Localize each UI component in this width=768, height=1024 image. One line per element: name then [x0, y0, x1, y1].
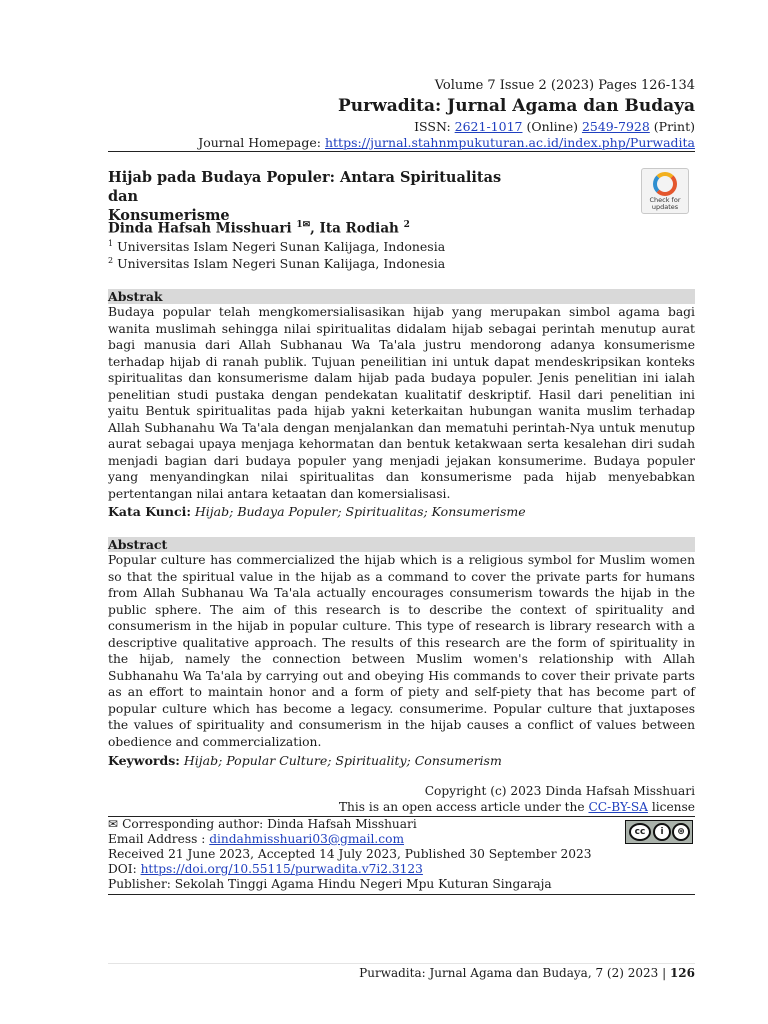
homepage-link[interactable]: https://jurnal.stahnmpukuturan.ac.id/index.php/Purwadita — [324, 135, 695, 150]
author-2: , Ita Rodiah — [310, 220, 404, 237]
journal-name: Purwadita: Jurnal Agama dan Budaya — [338, 96, 695, 116]
footer-separator: | — [662, 966, 670, 980]
open-access-line — [108, 800, 695, 814]
homepage-label: Journal Homepage: — [198, 135, 325, 150]
issn-online-suffix: (Online) — [522, 119, 582, 134]
check-for-updates-badge[interactable] — [641, 168, 689, 214]
affiliation — [108, 239, 445, 254]
correspondence-rule — [108, 894, 695, 895]
affiliation-sup: 2 — [108, 256, 114, 265]
issn-label: ISSN: — [414, 119, 455, 134]
affiliation — [108, 256, 445, 271]
keywords-label: Keywords: — [108, 753, 180, 768]
check-for-updates-label: Check for updates — [649, 196, 681, 211]
title-line-2: Konsumerisme — [108, 207, 230, 224]
dates-line: Received 21 June 2023, Accepted 14 July 2023, Published 30 September 2023 — [108, 847, 592, 861]
abstrak-heading: Abstrak — [108, 289, 695, 304]
open-access-pre: This is an open access article under the — [338, 800, 589, 814]
page-number: 126 — [669, 966, 695, 980]
issn-print-suffix: (Print) — [649, 119, 695, 134]
affiliation-text: Universitas Islam Negeri Sunan Kalijaga, Indonesia — [113, 239, 446, 255]
open-access-post: license — [647, 800, 695, 814]
issn-line — [108, 119, 695, 134]
affiliation-sup: 1 — [108, 239, 114, 248]
header-rule — [108, 151, 695, 152]
homepage-line — [108, 135, 695, 150]
author-1-sup: 1✉ — [296, 220, 311, 230]
copyright-line: Copyright (c) 2023 Dinda Hafsah Misshuari — [424, 784, 695, 798]
abstract-keywords — [108, 753, 502, 768]
title-line-1: Hijab pada Budaya Populer: Antara Spiritualitas dan — [108, 169, 502, 205]
issn-print-link[interactable]: 2549-7928 — [581, 119, 650, 134]
sa-icon: ⊛ — [672, 823, 690, 841]
author-list — [108, 220, 410, 237]
keywords-values: Hijab; Budaya Populer; Spiritualitas; Konsumerisme — [190, 504, 526, 519]
by-icon: i — [653, 823, 671, 841]
crossmark-icon — [653, 172, 677, 196]
affiliation-text: Universitas Islam Negeri Sunan Kalijaga, Indonesia — [113, 256, 446, 272]
email-line — [108, 832, 404, 848]
keywords-label: Kata Kunci: — [108, 504, 191, 519]
doi-link[interactable]: https://doi.org/10.55115/purwadita.v7i2.3123 — [140, 862, 423, 876]
email-link[interactable]: dindahmisshuari03@gmail.com — [209, 832, 405, 846]
cc-by-sa-badge[interactable] — [625, 820, 693, 844]
footer-rule — [108, 963, 695, 964]
article-title — [108, 168, 528, 225]
author-1: Dinda Hafsah Misshuari — [108, 220, 297, 237]
author-2-sup: 2 — [403, 220, 410, 230]
abstract-heading: Abstract — [108, 537, 695, 552]
license-link[interactable]: CC-BY-SA — [588, 800, 648, 814]
abstrak-keywords — [108, 504, 526, 519]
issn-online-link[interactable]: 2621-1017 — [454, 119, 523, 134]
corresponding-author: ✉ Corresponding author: Dinda Hafsah Misshuari — [108, 817, 417, 831]
footer-journal: Purwadita: Jurnal Agama dan Budaya, 7 (2) 2023 — [359, 966, 663, 980]
email-label: Email Address : — [108, 832, 210, 846]
doi-line — [108, 862, 423, 878]
cc-icon: cc — [629, 823, 651, 841]
publisher-line: Publisher: Sekolah Tinggi Agama Hindu Negeri Mpu Kuturan Singaraja — [108, 877, 552, 891]
page-footer — [108, 966, 695, 980]
abstrak-body: Budaya popular telah mengkomersialisasikan hijab yang merupakan simbol agama bagi wanita muslimah sehingga nilai spiritualitas didalam hijab sebagai perintah menutup aurat bagi manusia dari Allah Subhanau Wa Ta'ala justru mendorong adanya konsumerisme terhadap hijab di ranah publik. Tujuan peneilitian ini untuk dapat mendeskripsikan konteks spiritualitas dan konsumerisme dalam hijab pada budaya populer. Jenis penelitian ini ialah penelitian studi pustaka dengan pendekatan kualitatif deskriptif. Hasil dari penelitian ini yaitu Bentuk spiritualitas pada hijab yakni keterkaitan hubungan wanita muslim terhadap Allah Subhanahu Wa Ta'ala dengan menjalankan dan mematuhi perintah-Nya untuk menutup aurat sebagai upaya menjaga kehormatan dan bentuk ketakwaan serta kesalehan diri sudah menjadi bagian dari budaya populer yang menjadi jejakan konsumerime. Budaya populer yang menyandingkan nilai spiritualitas dan konsumerisme pada hijab menyebabkan pertentangan nilai antara ketaatan dan komersialisasi. — [108, 305, 695, 501]
abstract-body: Popular culture has commercialized the hijab which is a religious symbol for Muslim women so that the spiritual value in the hijab as a command to cover the private parts for humans from Allah Subhanau Wa Ta'ala actually encourages consumerism towards the hijab in the public sphere. The aim of this research is to describe the context of spirituality and consumerism in the hijab in popular culture. This type of research is library research with a descriptive qualitative approach. The results of this research are the form of spirituality in the hijab, namely the connection between Muslim women's relationship with Allah Subhanahu Wa Ta'ala by carrying out and obeying His commands to cover their private parts as an effort to maintain honor and a form of piety and self-piety that has become part of popular culture which has become a legacy. consumerime. Popular culture that juxtaposes the values of spirituality and consumerism in the hijab causes a conflict of values between obedience and commercialization. — [108, 553, 695, 749]
doi-label: DOI: — [108, 862, 141, 876]
volume-line: Volume 7 Issue 2 (2023) Pages 126-134 — [434, 78, 695, 93]
keywords-values: Hijab; Popular Culture; Spirituality; Consumerism — [179, 753, 502, 768]
